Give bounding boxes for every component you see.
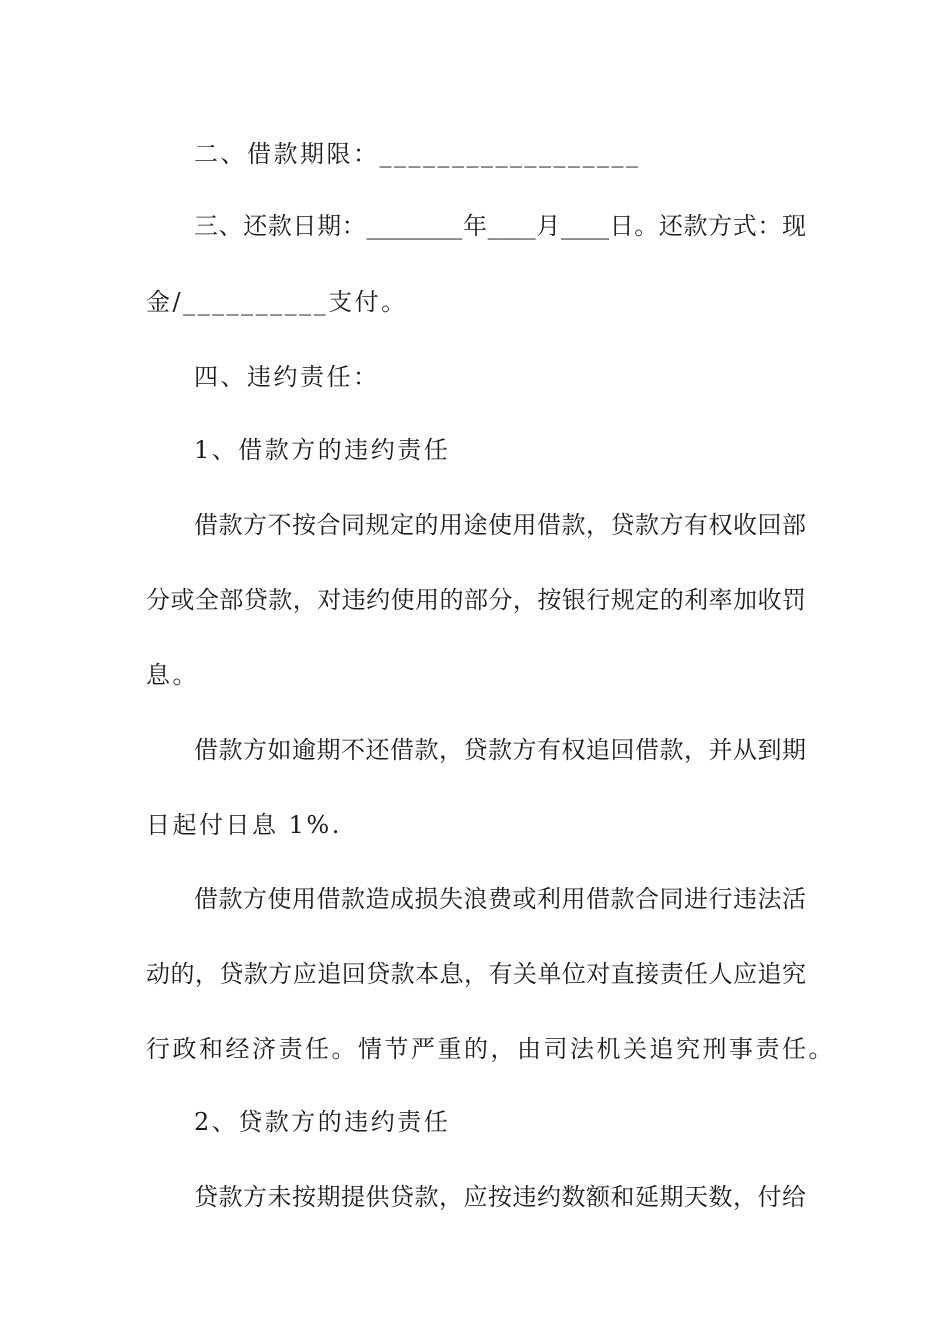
paragraph-3-line-1: 借款方使用借款造成损失浪费或利用借款合同进行违法活 (194, 885, 806, 913)
clause-3-payment-method: 金/__________支付。 (146, 288, 408, 316)
paragraph-4-line-1: 贷款方未按期提供贷款，应按违约数额和延期天数，付给 (194, 1183, 806, 1211)
paragraph-1-line-2: 分或全部贷款，对违约使用的部分，按银行规定的利率加收罚 (146, 586, 806, 614)
subclause-1-heading: 1、借款方的违约责任 (194, 436, 451, 464)
paragraph-1-line-1: 借款方不按合同规定的用途使用借款，贷款方有权收回部 (194, 511, 806, 539)
paragraph-2-line-2: 日起付日息 1%. (146, 811, 342, 839)
paragraph-3-line-3: 行政和经济责任。情节严重的，由司法机关追究刑事责任。 (146, 1035, 835, 1063)
paragraph-2-line-1: 借款方如逾期不还借款，贷款方有权追回借款，并从到期 (194, 736, 806, 764)
subclause-2-heading: 2、贷款方的违约责任 (194, 1108, 451, 1136)
clause-3-repayment-date: 三、还款日期：________年____月____日。还款方式：现 (194, 212, 806, 240)
clause-4-heading: 四、违约责任： (194, 363, 380, 391)
clause-2-loan-term: 二、借款期限：__________________ (194, 140, 641, 168)
paragraph-1-line-3: 息。 (146, 661, 199, 689)
paragraph-3-line-2: 动的，贷款方应追回贷款本息，有关单位对直接责任人应追究 (146, 960, 806, 988)
